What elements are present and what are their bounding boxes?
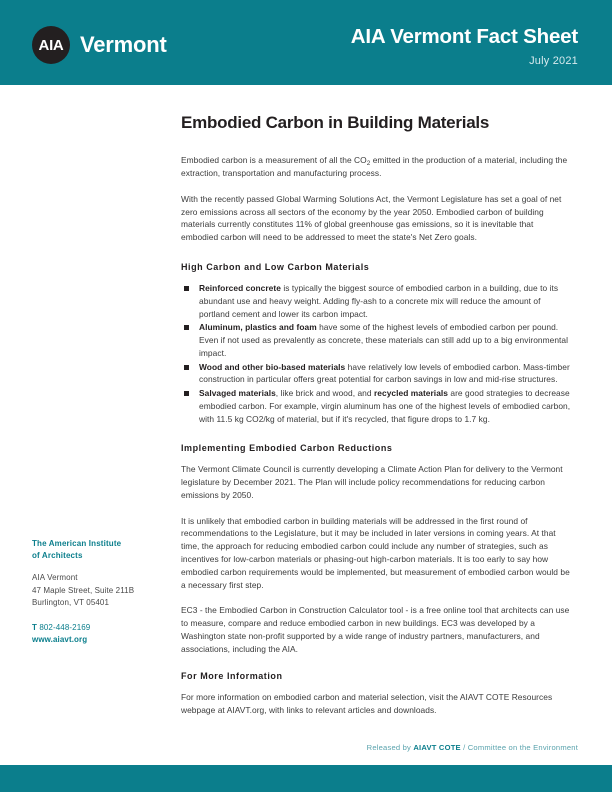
list-item [181, 361, 571, 387]
bullet-mid: , like brick and wood, and [275, 388, 374, 399]
contact-sidebar [32, 538, 172, 644]
paragraph-more-info: For more information on embodied carbon and material selection, visit the AIAVT COTE Resources webpage at AIAVT.org, with links to relevant articles and downloads. [181, 692, 553, 716]
logo-wordmark: Vermont [80, 32, 167, 57]
bullet-lead: Salvaged materials [199, 388, 276, 399]
paragraph-ec3: EC3 - the Embodied Carbon in Construction Calculator tool - is a free online tool that architects can use to measure, compare and reduce embodied carbon in new buildings. EC3 was developed by a Washington state non-profit supported by a wide range of industry partners, manufacturers, and associations, including the AIA. [181, 605, 570, 654]
phone-number[interactable]: 802-448-2169 [39, 623, 91, 633]
address-line-3: Burlington, VT 05401 [32, 597, 110, 607]
bullet-lead-secondary: recycled materials [373, 388, 448, 399]
address-line-2: 47 Maple Street, Suite 211B [32, 585, 135, 595]
organization-name [32, 538, 172, 561]
paragraph-climate-council: The Vermont Climate Council is currently developing a Climate Action Plan for delivery to the Vermont legislature by December 2021. The Plan will include policy recommendations for reducing carbon emissions by 2050. [181, 464, 563, 500]
bullet-rest: are good strategies to decrease embodied carbon. For example, virgin aluminum has one of the highest levels of embodied carbon, with 11.5 kg CO2/kg of material, but if it's recycled, that figure drops to 1.7 kg. [199, 388, 571, 424]
org-line-1: The American Institute [32, 539, 122, 548]
square-bullet-icon [184, 325, 189, 330]
main-column [181, 113, 571, 730]
website-link[interactable]: www.aiavt.org [32, 635, 88, 645]
square-bullet-icon [184, 286, 189, 291]
section-heading-more-info: For More Information [181, 671, 283, 682]
section-heading-materials: High Carbon and Low Carbon Materials [181, 261, 370, 272]
bullet-rest: have relatively low levels of embodied carbon. Mass-timber construction in particular offers great potential for carbon savings in low and mid-rise structures. [199, 361, 570, 385]
address-line-1: AIA Vermont [32, 573, 78, 583]
aia-logo-text: AIA [38, 36, 64, 54]
intro-pre: Embodied carbon is a measurement of all the CO [181, 155, 367, 166]
header-title-block [351, 26, 578, 67]
bullet-lead: Aluminum, plastics and foam [199, 322, 317, 333]
intro-paragraph [181, 154, 571, 180]
header-title: AIA Vermont Fact Sheet [350, 25, 578, 48]
footer-bar [0, 765, 612, 792]
page-content [0, 85, 612, 765]
header-date: July 2021 [529, 54, 578, 67]
square-bullet-icon [184, 391, 189, 396]
bullet-rest: is typically the biggest source of embodied carbon in a building, due to its abundant use and heavy weight. Adding fly-ash to a concrete mix will reduce the amount of portland cement and lower its carbon impact. [199, 282, 559, 319]
bullet-rest: have some of the highest levels of embodied carbon per pound. Even if not used as prevalently as concrete, these materials can still add up to a big environmental impact. [199, 322, 569, 358]
list-item [181, 387, 571, 425]
aia-vermont-logo [32, 26, 167, 64]
footer-tail: / Committee on the Environment [460, 743, 578, 752]
mailing-address [32, 572, 172, 609]
phone-label: T [32, 623, 37, 633]
bullet-lead: Reinforced concrete [199, 282, 281, 293]
aia-logo-icon [32, 26, 70, 64]
footer-credit [0, 743, 612, 752]
materials-bullet-list [181, 282, 571, 425]
header-bar [0, 0, 612, 85]
footer-org: AIAVT COTE [413, 743, 461, 752]
page-title: Embodied Carbon in Building Materials [181, 113, 490, 132]
square-bullet-icon [184, 365, 189, 370]
list-item [181, 282, 571, 320]
bullet-lead: Wood and other bio-based materials [199, 361, 346, 372]
paragraph-recommendations: It is unlikely that embodied carbon in building materials will be addressed in the first round of recommendations to the Legislature, but it may be included in later versions in coming years. At that time, the approach for reducing embodied carbon could include any number of strategies, such as incentives for low-carbon materials or phasing-out high-carbon materials. It is too early to say how embodied carbon requirements would be implemented, but measurement of embodied carbon would be a necessary first step. [181, 515, 570, 590]
org-line-2: of Architects [32, 550, 83, 560]
intro-post: emitted in the production of a material, including the extraction, transportation and manufacturing process. [181, 155, 568, 179]
phone-row [32, 622, 172, 634]
co2-subscript: 2 [366, 160, 371, 168]
list-item [181, 321, 571, 359]
paragraph-gwsa: With the recently passed Global Warming Solutions Act, the Vermont Legislature has set a goal of net zero emissions across all sectors of the economy by the year 2050. Embodied carbon of building materials currently constitutes 11% of global greenhouse gas emissions, so it is inevitable that embodied carbon will need to be addressed to meet the state's Net Zero goals. [181, 193, 562, 243]
section-heading-implementing: Implementing Embodied Carbon Reductions [181, 443, 393, 454]
footer-released-by: Released by [366, 743, 414, 752]
